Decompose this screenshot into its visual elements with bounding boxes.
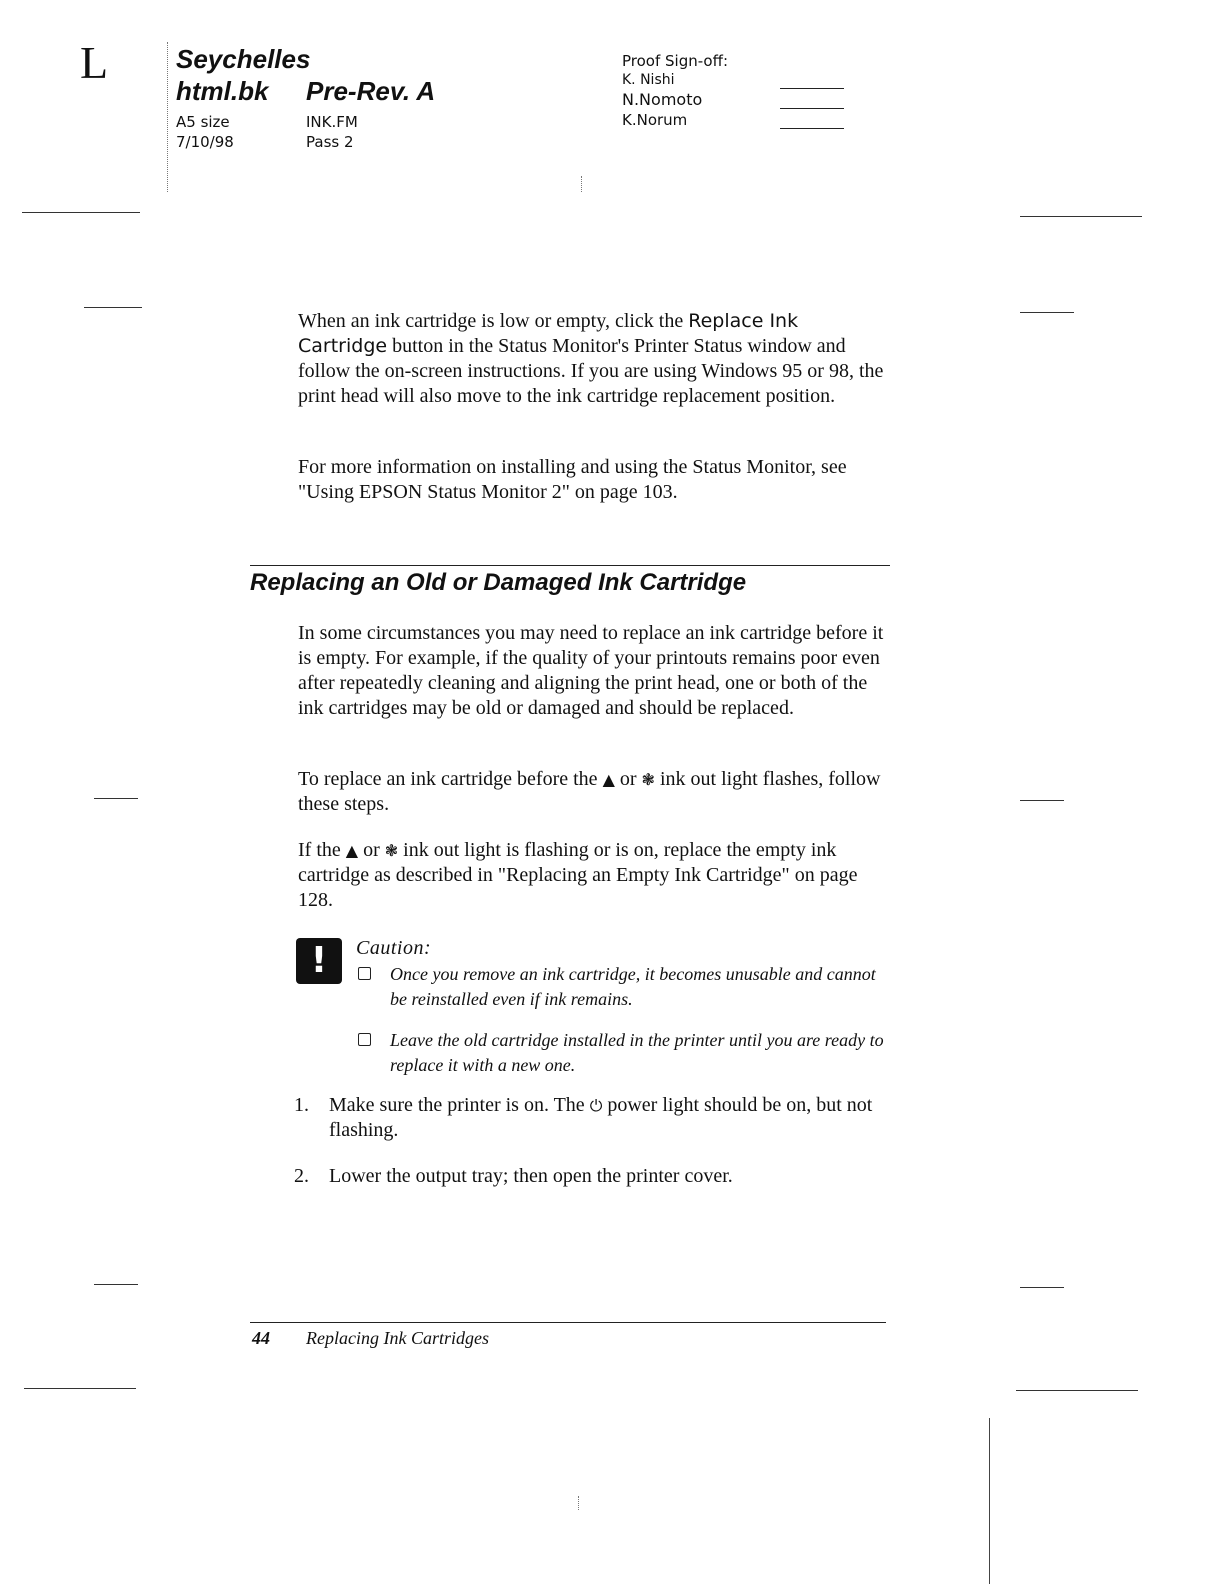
center-mark-top	[581, 176, 582, 192]
crop-mark-right-4	[1020, 1287, 1064, 1288]
date: 7/10/98	[176, 133, 234, 151]
crop-mark-right-2	[1020, 312, 1074, 313]
crop-mark-right-3	[1020, 800, 1064, 801]
caution-checkbox-icon	[358, 1033, 371, 1051]
intro-paragraph-1: When an ink cartridge is low or empty, click the Replace Ink Cartridge button in the Status Monitor's Printer Status window and follow the on-screen instructions. If you are using Windows 95 or 98, the print head will also move to the ink cartridge replacement position.	[298, 310, 884, 407]
signer-1: K. Nishi	[622, 72, 675, 88]
crop-mark-right-1	[1020, 216, 1142, 217]
crop-mark-left-3	[94, 798, 138, 799]
section-paragraph-1: In some circumstances you may need to replace an ink cartridge before it is empty. For example, if the quality of your printouts remains poor even after repeatedly cleaning and aligning the print head, one or both of the ink cartridges may be old or damaged and should be replaced.	[298, 622, 884, 719]
black-ink-icon: ▲	[345, 841, 359, 860]
intro-paragraph-2: For more information on installing and using the Status Monitor, see "Using EPSON Status Monitor 2" on page 103.	[298, 456, 847, 503]
caution-bullet-1: Once you remove an ink cartridge, it becomes unusable and cannot be reinstalled even if ink remains.	[390, 964, 876, 1009]
section-paragraph-3: If the ▲ or ❃ ink out light is flashing or is on, replace the empty ink cartridge as described in "Replacing an Empty Ink Cartridge" on page 128.	[298, 839, 858, 911]
color-ink-icon: ❃	[641, 770, 655, 789]
file-name: html.bk	[176, 76, 269, 106]
signoff-line-2	[780, 108, 844, 109]
book-name: Seychelles	[176, 44, 311, 74]
crop-mark-left-5	[24, 1388, 136, 1389]
pass-label: Pass 2	[306, 133, 354, 151]
page-number: 44	[252, 1328, 270, 1348]
step-1: 1. Make sure the printer is on. The ⏻ power light should be on, but not flashing.	[294, 1094, 873, 1141]
signoff-line-1	[780, 88, 844, 89]
caution-title: Caution:	[356, 937, 432, 959]
caution-checkbox-icon	[358, 967, 371, 985]
crop-mark-right-5	[1016, 1390, 1138, 1391]
crop-mark-left-4	[94, 1284, 138, 1285]
crop-mark-left-2	[84, 307, 142, 308]
revision-label: Pre-Rev. A	[306, 76, 436, 106]
signoff-line-3	[780, 128, 844, 129]
caution-icon: !	[296, 938, 342, 984]
fm-file: INK.FM	[306, 113, 358, 131]
margin-letter: L	[80, 37, 109, 88]
power-icon: ⏻	[589, 1096, 603, 1115]
signer-3: K.Norum	[622, 111, 688, 129]
color-ink-icon: ❃	[384, 841, 399, 860]
running-footer-chapter: Replacing Ink Cartridges	[306, 1328, 489, 1348]
proof-signoff-label: Proof Sign-off:	[622, 52, 728, 70]
step-number: 1.	[294, 1094, 309, 1116]
black-ink-icon: ▲	[602, 770, 615, 789]
page-size: A5 size	[176, 113, 230, 131]
crop-mark-right-vertical	[989, 1418, 990, 1584]
step-2: 2. Lower the output tray; then open the printer cover.	[294, 1165, 733, 1187]
crop-mark-left-1	[22, 212, 140, 213]
center-mark-bottom	[578, 1496, 579, 1510]
caution-bullet-2: Leave the old cartridge installed in the printer until you are ready to replace it with a new one.	[390, 1030, 884, 1075]
step-number: 2.	[294, 1165, 309, 1187]
section-rule	[250, 565, 890, 566]
footer-rule	[250, 1322, 886, 1323]
section-paragraph-2: To replace an ink cartridge before the ▲ or ❃ ink out light flashes, follow these steps.	[298, 768, 881, 815]
header-margin-mark	[167, 42, 168, 192]
replace-ink-cartridge-button-name: Replace Ink Cartridge	[298, 310, 799, 357]
signer-2: N.Nomoto	[622, 90, 703, 109]
section-heading: Replacing an Old or Damaged Ink Cartridge	[250, 569, 747, 596]
